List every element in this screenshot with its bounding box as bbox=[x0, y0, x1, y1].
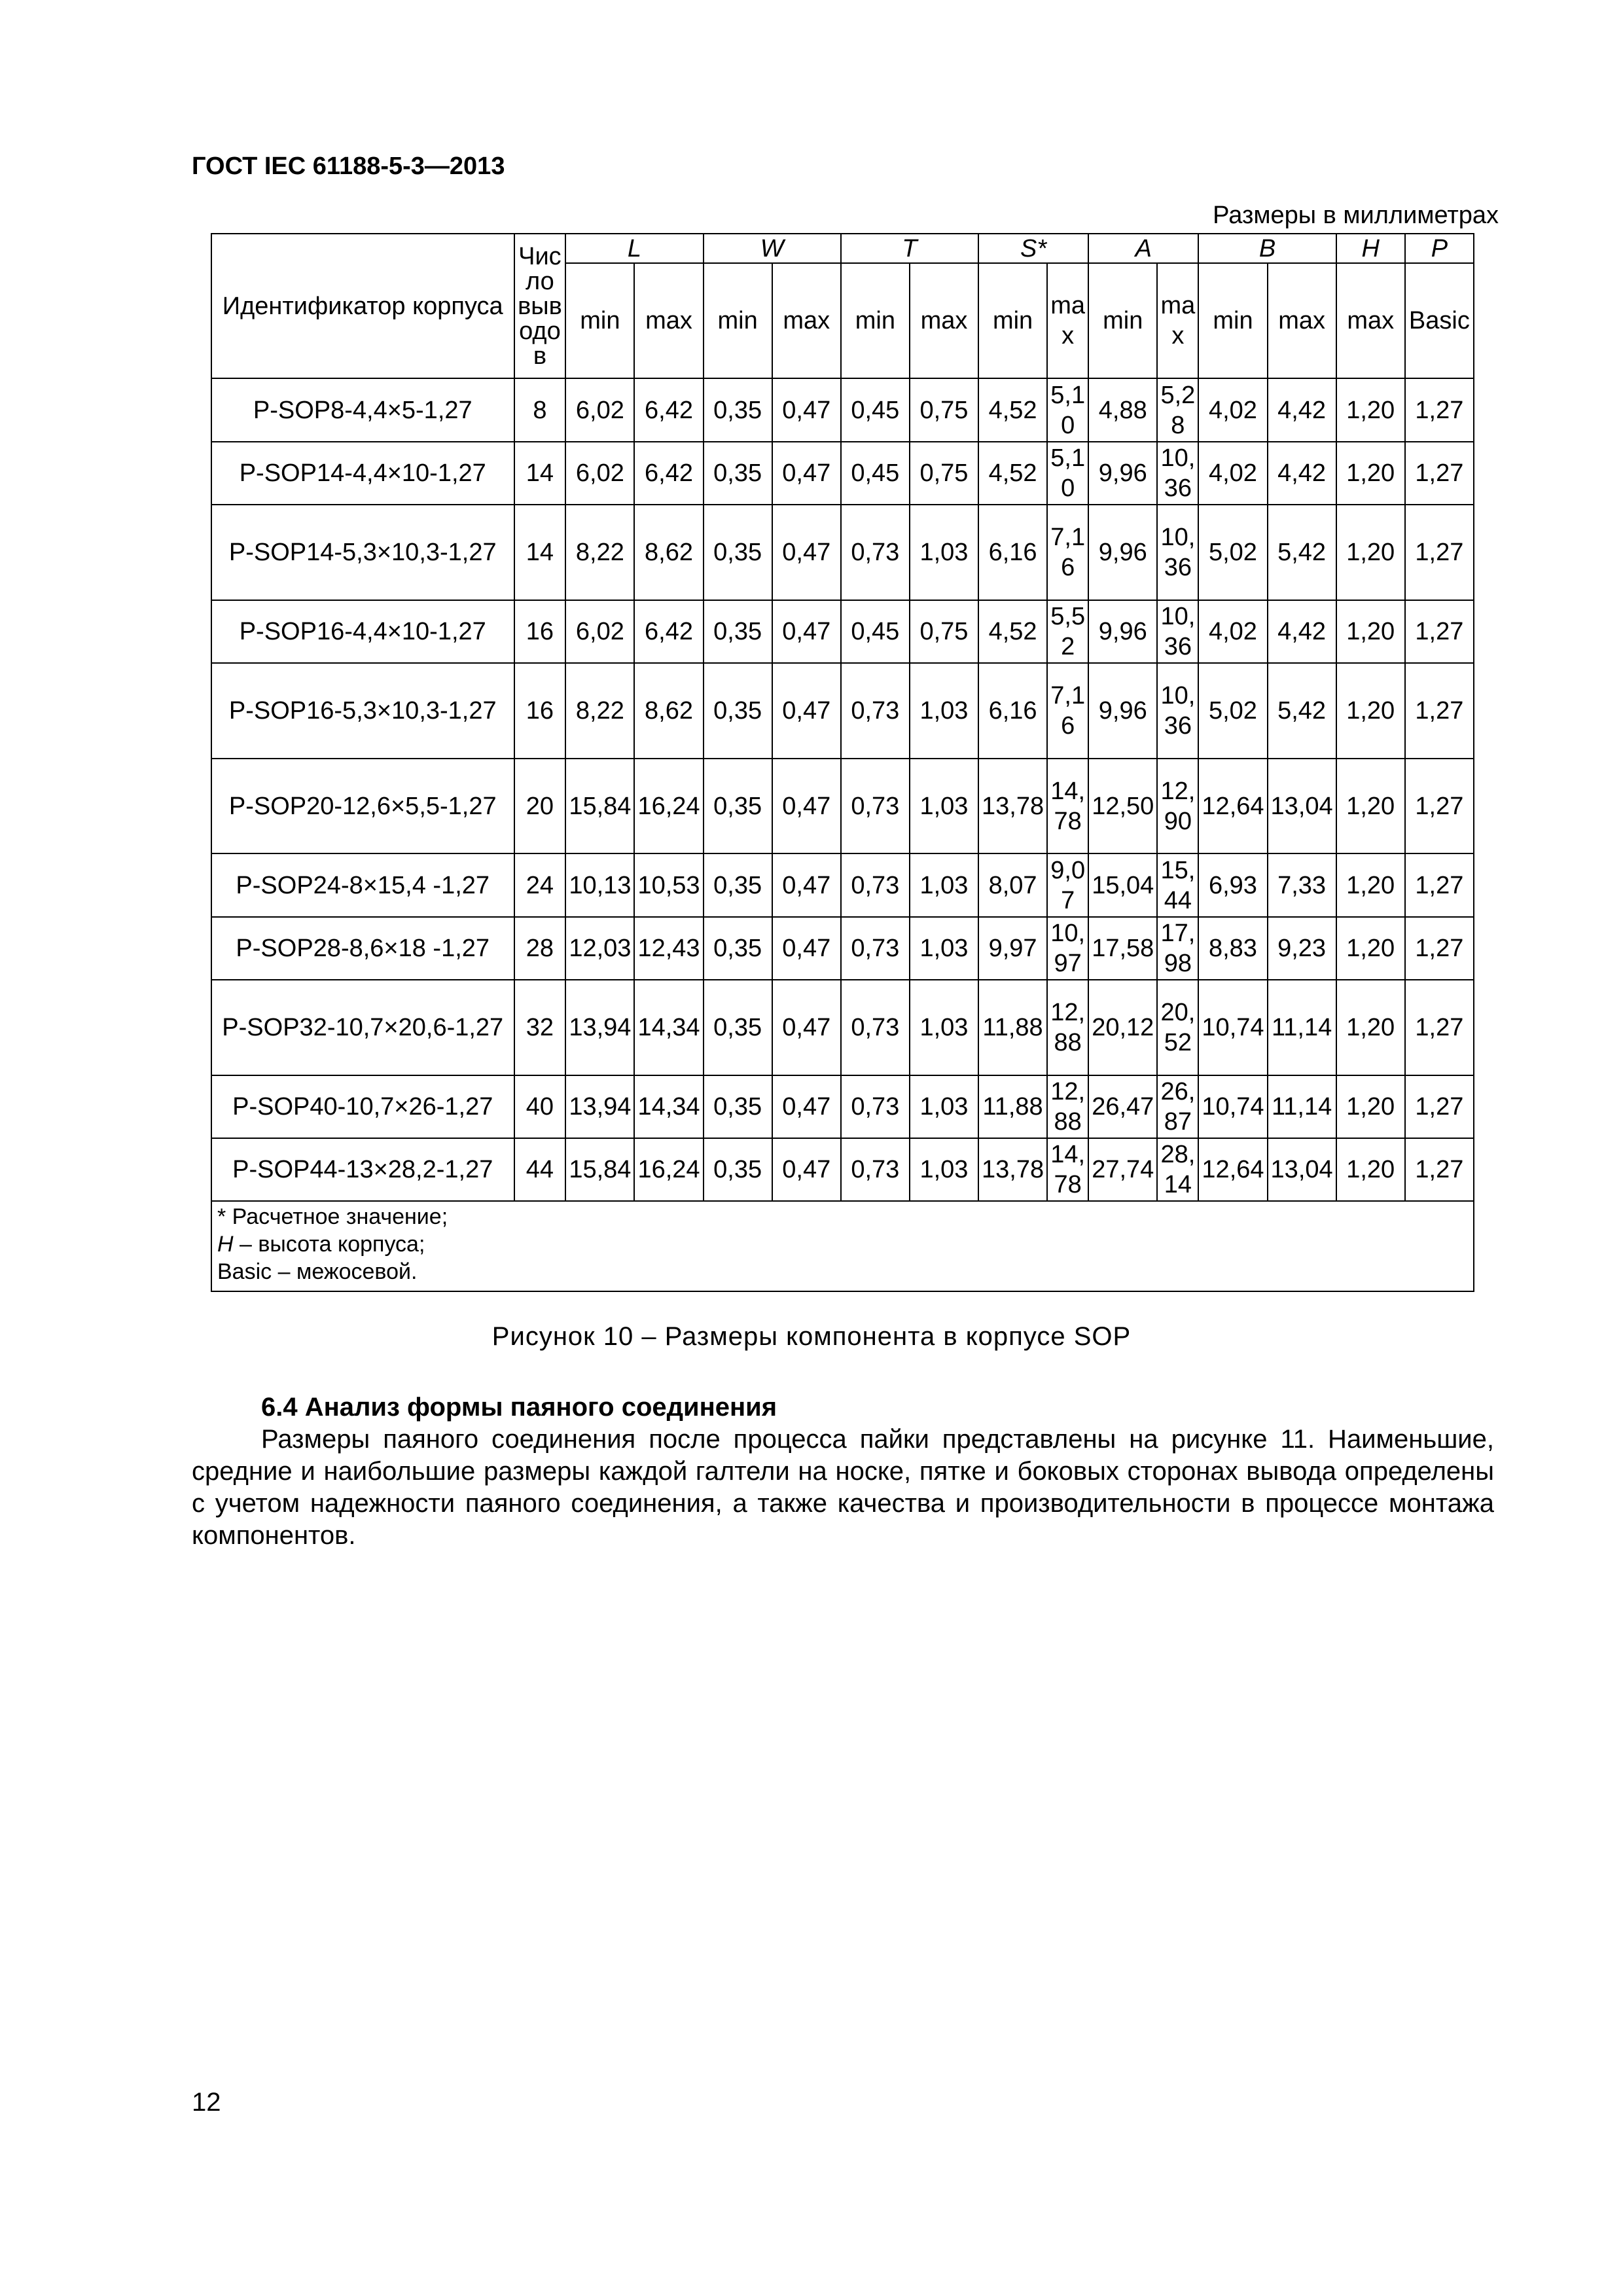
row-value: 7,33 bbox=[1268, 853, 1336, 916]
header-sub-max: max bbox=[1047, 263, 1088, 378]
row-value: 0,45 bbox=[841, 600, 910, 663]
table-row bbox=[211, 442, 1474, 505]
row-pin-count: 32 bbox=[514, 980, 566, 1075]
row-identifier: P-SOP24-8×15,4 -1,27 bbox=[211, 853, 514, 916]
row-value: 0,73 bbox=[841, 853, 910, 916]
section-title: 6.4 Анализ формы паяного соединения bbox=[261, 1393, 777, 1422]
table-row bbox=[211, 663, 1474, 759]
row-value: 1,03 bbox=[910, 1138, 978, 1201]
table-row bbox=[211, 1138, 1474, 1201]
header-sub-basic: Basic bbox=[1405, 263, 1474, 378]
row-value: 0,45 bbox=[841, 378, 910, 441]
row-value: 1,27 bbox=[1405, 759, 1474, 854]
header-sub-max: max bbox=[1268, 263, 1336, 378]
header-sub-min: min bbox=[565, 263, 634, 378]
row-value: 20,12 bbox=[1088, 980, 1157, 1075]
row-value: 0,35 bbox=[704, 1075, 772, 1138]
section-body: Размеры паяного соединения после процесса пайки представлены на рисунке 11. Наименьшие, средние и наибольшие размеры каждой галтели на носке, пятке и боковых сторонах вывода определены с учетом надежности паяного соединения, а также качества и производительности в процессе монтажа компонентов. bbox=[192, 1425, 1494, 1550]
row-value: 1,03 bbox=[910, 980, 978, 1075]
row-value: 1,20 bbox=[1336, 980, 1405, 1075]
row-value: 4,88 bbox=[1088, 378, 1157, 441]
row-value: 1,20 bbox=[1336, 600, 1405, 663]
row-value: 1,20 bbox=[1336, 505, 1405, 600]
row-value: 10,53 bbox=[634, 853, 703, 916]
dimensions-table bbox=[211, 233, 1474, 1292]
row-value: 5,52 bbox=[1047, 600, 1088, 663]
row-value: 8,83 bbox=[1198, 917, 1267, 980]
row-value: 4,52 bbox=[978, 378, 1047, 441]
row-value: 14,78 bbox=[1047, 759, 1088, 854]
row-value: 10,97 bbox=[1047, 917, 1088, 980]
row-value: 6,93 bbox=[1198, 853, 1267, 916]
row-value: 12,64 bbox=[1198, 759, 1267, 854]
row-value: 10,36 bbox=[1157, 442, 1198, 505]
row-value: 4,02 bbox=[1198, 600, 1267, 663]
row-value: 1,27 bbox=[1405, 600, 1474, 663]
header-sub-min: min bbox=[1088, 263, 1157, 378]
row-value: 4,52 bbox=[978, 442, 1047, 505]
row-identifier: P-SOP40-10,7×26-1,27 bbox=[211, 1075, 514, 1138]
row-value: 27,74 bbox=[1088, 1138, 1157, 1201]
row-value: 9,23 bbox=[1268, 917, 1336, 980]
row-value: 13,94 bbox=[565, 1075, 634, 1138]
row-value: 0,47 bbox=[772, 505, 841, 600]
table-row bbox=[211, 378, 1474, 441]
row-value: 0,47 bbox=[772, 600, 841, 663]
note-height-text: – высота корпуса; bbox=[233, 1232, 425, 1257]
row-value: 1,27 bbox=[1405, 663, 1474, 759]
row-value: 0,47 bbox=[772, 442, 841, 505]
row-value: 9,07 bbox=[1047, 853, 1088, 916]
row-value: 12,88 bbox=[1047, 980, 1088, 1075]
row-identifier: P-SOP14-4,4×10-1,27 bbox=[211, 442, 514, 505]
header-group-h: H bbox=[1336, 234, 1405, 263]
row-value: 15,04 bbox=[1088, 853, 1157, 916]
row-value: 7,16 bbox=[1047, 663, 1088, 759]
header-identifier: Идентификатор корпуса bbox=[211, 234, 514, 378]
row-value: 0,35 bbox=[704, 442, 772, 505]
row-value: 0,73 bbox=[841, 505, 910, 600]
figure-caption: Рисунок 10 – Размеры компонента в корпусе SOP bbox=[491, 1322, 1132, 1351]
row-value: 6,16 bbox=[978, 505, 1047, 600]
row-identifier: P-SOP32-10,7×20,6-1,27 bbox=[211, 980, 514, 1075]
row-value: 12,88 bbox=[1047, 1075, 1088, 1138]
header-sub-min: min bbox=[704, 263, 772, 378]
row-value: 1,03 bbox=[910, 917, 978, 980]
row-value: 5,02 bbox=[1198, 505, 1267, 600]
row-value: 11,14 bbox=[1268, 980, 1336, 1075]
row-value: 4,02 bbox=[1198, 378, 1267, 441]
row-value: 5,10 bbox=[1047, 442, 1088, 505]
header-group-b: B bbox=[1198, 234, 1336, 263]
row-value: 0,47 bbox=[772, 1075, 841, 1138]
row-value: 0,47 bbox=[772, 980, 841, 1075]
header-group-p: P bbox=[1405, 234, 1474, 263]
row-value: 10,74 bbox=[1198, 1075, 1267, 1138]
row-value: 0,35 bbox=[704, 759, 772, 854]
row-value: 6,42 bbox=[634, 378, 703, 441]
row-value: 0,35 bbox=[704, 663, 772, 759]
header-sub-max: max bbox=[1336, 263, 1405, 378]
row-value: 1,20 bbox=[1336, 759, 1405, 854]
row-value: 16,24 bbox=[634, 1138, 703, 1201]
table-row bbox=[211, 759, 1474, 854]
row-value: 15,84 bbox=[565, 1138, 634, 1201]
row-value: 12,64 bbox=[1198, 1138, 1267, 1201]
row-pin-count: 40 bbox=[514, 1075, 566, 1138]
row-pin-count: 44 bbox=[514, 1138, 566, 1201]
row-value: 1,27 bbox=[1405, 442, 1474, 505]
row-value: 6,02 bbox=[565, 378, 634, 441]
row-value: 0,75 bbox=[910, 378, 978, 441]
row-value: 6,02 bbox=[565, 600, 634, 663]
row-value: 6,02 bbox=[565, 442, 634, 505]
row-value: 13,78 bbox=[978, 1138, 1047, 1201]
row-value: 7,16 bbox=[1047, 505, 1088, 600]
row-identifier: P-SOP20-12,6×5,5-1,27 bbox=[211, 759, 514, 854]
row-value: 13,04 bbox=[1268, 759, 1336, 854]
row-value: 1,03 bbox=[910, 1075, 978, 1138]
row-value: 9,96 bbox=[1088, 505, 1157, 600]
header-pin-count: Число выводов bbox=[514, 234, 566, 378]
header-group-w: W bbox=[704, 234, 841, 263]
row-value: 0,47 bbox=[772, 853, 841, 916]
row-value: 5,10 bbox=[1047, 378, 1088, 441]
row-value: 0,45 bbox=[841, 442, 910, 505]
document-header: ГОСТ IEC 61188-5-3—2013 bbox=[192, 152, 505, 180]
header-sub-max: max bbox=[634, 263, 703, 378]
units-note: Размеры в миллиметрах bbox=[1213, 202, 1499, 229]
row-identifier: P-SOP28-8,6×18 -1,27 bbox=[211, 917, 514, 980]
row-identifier: P-SOP16-4,4×10-1,27 bbox=[211, 600, 514, 663]
row-value: 0,73 bbox=[841, 1075, 910, 1138]
row-value: 11,14 bbox=[1268, 1075, 1336, 1138]
header-sub-min: min bbox=[978, 263, 1047, 378]
row-value: 14,78 bbox=[1047, 1138, 1088, 1201]
row-value: 0,47 bbox=[772, 663, 841, 759]
row-value: 0,73 bbox=[841, 917, 910, 980]
row-value: 1,03 bbox=[910, 759, 978, 854]
row-value: 10,74 bbox=[1198, 980, 1267, 1075]
note-height bbox=[217, 1230, 1468, 1258]
row-value: 8,22 bbox=[565, 663, 634, 759]
row-value: 26,87 bbox=[1157, 1075, 1198, 1138]
row-value: 9,96 bbox=[1088, 442, 1157, 505]
row-value: 8,07 bbox=[978, 853, 1047, 916]
row-pin-count: 8 bbox=[514, 378, 566, 441]
row-value: 1,03 bbox=[910, 663, 978, 759]
table-row bbox=[211, 505, 1474, 600]
row-value: 0,75 bbox=[910, 600, 978, 663]
header-sub-max: max bbox=[910, 263, 978, 378]
table-row bbox=[211, 980, 1474, 1075]
row-value: 0,73 bbox=[841, 980, 910, 1075]
row-value: 0,73 bbox=[841, 759, 910, 854]
row-value: 17,98 bbox=[1157, 917, 1198, 980]
row-value: 20,52 bbox=[1157, 980, 1198, 1075]
row-value: 26,47 bbox=[1088, 1075, 1157, 1138]
row-value: 16,24 bbox=[634, 759, 703, 854]
row-value: 0,35 bbox=[704, 505, 772, 600]
table-row bbox=[211, 917, 1474, 980]
notes-row bbox=[211, 1201, 1474, 1291]
row-value: 13,04 bbox=[1268, 1138, 1336, 1201]
row-value: 8,62 bbox=[634, 505, 703, 600]
row-value: 12,90 bbox=[1157, 759, 1198, 854]
row-value: 5,42 bbox=[1268, 505, 1336, 600]
row-value: 1,20 bbox=[1336, 917, 1405, 980]
row-value: 12,50 bbox=[1088, 759, 1157, 854]
row-value: 0,35 bbox=[704, 917, 772, 980]
row-value: 0,73 bbox=[841, 663, 910, 759]
row-identifier: P-SOP16-5,3×10,3-1,27 bbox=[211, 663, 514, 759]
row-pin-count: 28 bbox=[514, 917, 566, 980]
row-value: 14,34 bbox=[634, 980, 703, 1075]
table-row bbox=[211, 1075, 1474, 1138]
row-value: 4,42 bbox=[1268, 378, 1336, 441]
row-value: 1,27 bbox=[1405, 1075, 1474, 1138]
row-value: 9,96 bbox=[1088, 600, 1157, 663]
row-value: 1,20 bbox=[1336, 378, 1405, 441]
row-value: 1,20 bbox=[1336, 1075, 1405, 1138]
row-value: 13,94 bbox=[565, 980, 634, 1075]
row-value: 0,73 bbox=[841, 1138, 910, 1201]
header-group-l: L bbox=[565, 234, 703, 263]
row-value: 10,13 bbox=[565, 853, 634, 916]
row-value: 15,44 bbox=[1157, 853, 1198, 916]
row-value: 8,62 bbox=[634, 663, 703, 759]
row-value: 6,16 bbox=[978, 663, 1047, 759]
row-value: 15,84 bbox=[565, 759, 634, 854]
header-sub-max: max bbox=[1157, 263, 1198, 378]
row-value: 12,03 bbox=[565, 917, 634, 980]
row-pin-count: 24 bbox=[514, 853, 566, 916]
table-notes bbox=[211, 1201, 1474, 1291]
row-value: 13,78 bbox=[978, 759, 1047, 854]
row-value: 0,35 bbox=[704, 1138, 772, 1201]
row-value: 6,42 bbox=[634, 442, 703, 505]
row-value: 1,20 bbox=[1336, 442, 1405, 505]
row-value: 1,27 bbox=[1405, 917, 1474, 980]
row-value: 1,27 bbox=[1405, 1138, 1474, 1201]
row-value: 9,96 bbox=[1088, 663, 1157, 759]
row-value: 1,20 bbox=[1336, 853, 1405, 916]
row-value: 28,14 bbox=[1157, 1138, 1198, 1201]
row-value: 5,42 bbox=[1268, 663, 1336, 759]
row-value: 4,42 bbox=[1268, 442, 1336, 505]
note-height-symbol: H bbox=[217, 1232, 234, 1257]
row-value: 0,75 bbox=[910, 442, 978, 505]
note-basic: Basic – межосевой. bbox=[217, 1259, 418, 1285]
row-identifier: P-SOP44-13×28,2-1,27 bbox=[211, 1138, 514, 1201]
row-value: 0,35 bbox=[704, 600, 772, 663]
row-value: 8,22 bbox=[565, 505, 634, 600]
row-value: 11,88 bbox=[978, 1075, 1047, 1138]
header-group-t: T bbox=[841, 234, 978, 263]
row-value: 11,88 bbox=[978, 980, 1047, 1075]
row-value: 1,03 bbox=[910, 853, 978, 916]
row-pin-count: 16 bbox=[514, 663, 566, 759]
row-value: 1,27 bbox=[1405, 505, 1474, 600]
row-value: 5,02 bbox=[1198, 663, 1267, 759]
row-pin-count: 20 bbox=[514, 759, 566, 854]
row-value: 0,35 bbox=[704, 980, 772, 1075]
table-row bbox=[211, 600, 1474, 663]
row-value: 0,47 bbox=[772, 378, 841, 441]
row-value: 14,34 bbox=[634, 1075, 703, 1138]
row-value: 0,47 bbox=[772, 1138, 841, 1201]
row-value: 1,27 bbox=[1405, 853, 1474, 916]
header-group-sstar: S* bbox=[978, 234, 1088, 263]
row-value: 4,52 bbox=[978, 600, 1047, 663]
header-sub-max: max bbox=[772, 263, 841, 378]
row-value: 4,42 bbox=[1268, 600, 1336, 663]
row-identifier: P-SOP14-5,3×10,3-1,27 bbox=[211, 505, 514, 600]
header-sub-min: min bbox=[1198, 263, 1267, 378]
table-row bbox=[211, 853, 1474, 916]
row-value: 1,20 bbox=[1336, 1138, 1405, 1201]
row-value: 4,02 bbox=[1198, 442, 1267, 505]
row-value: 1,27 bbox=[1405, 980, 1474, 1075]
row-value: 0,35 bbox=[704, 853, 772, 916]
note-estimated: * Расчетное значение; bbox=[217, 1204, 448, 1230]
row-value: 1,03 bbox=[910, 505, 978, 600]
row-value: 10,36 bbox=[1157, 600, 1198, 663]
row-value: 0,47 bbox=[772, 759, 841, 854]
row-value: 1,27 bbox=[1405, 378, 1474, 441]
row-value: 5,28 bbox=[1157, 378, 1198, 441]
row-value: 12,43 bbox=[634, 917, 703, 980]
row-value: 1,20 bbox=[1336, 663, 1405, 759]
row-pin-count: 14 bbox=[514, 505, 566, 600]
row-value: 17,58 bbox=[1088, 917, 1157, 980]
row-value: 10,36 bbox=[1157, 663, 1198, 759]
row-pin-count: 14 bbox=[514, 442, 566, 505]
row-value: 9,97 bbox=[978, 917, 1047, 980]
page-number: 12 bbox=[192, 2088, 221, 2117]
header-group-a: A bbox=[1088, 234, 1198, 263]
row-value: 0,35 bbox=[704, 378, 772, 441]
row-pin-count: 16 bbox=[514, 600, 566, 663]
row-value: 10,36 bbox=[1157, 505, 1198, 600]
row-value: 0,47 bbox=[772, 917, 841, 980]
row-identifier: P-SOP8-4,4×5-1,27 bbox=[211, 378, 514, 441]
header-sub-min: min bbox=[841, 263, 910, 378]
row-value: 6,42 bbox=[634, 600, 703, 663]
